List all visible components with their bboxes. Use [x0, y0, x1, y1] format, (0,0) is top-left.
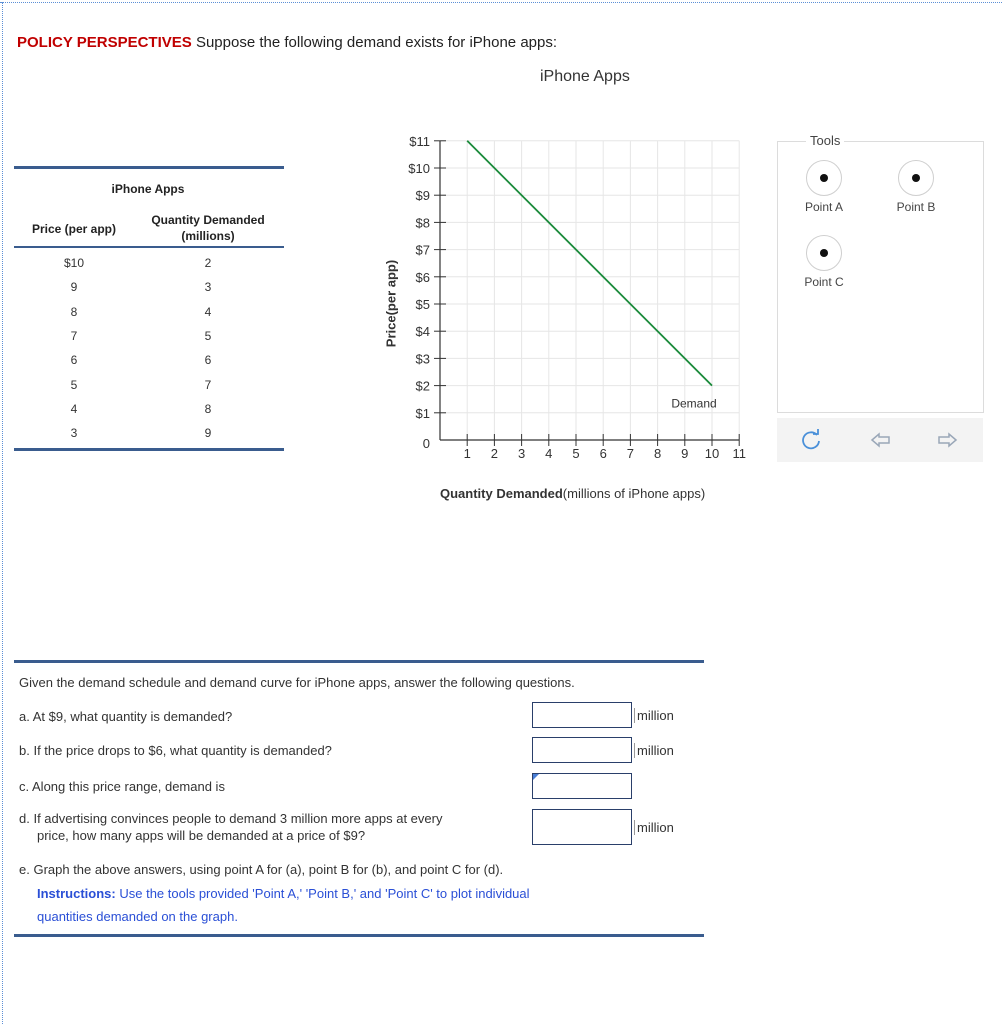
tool-point-a-label: Point A: [804, 200, 844, 214]
x-tick-label: 7: [626, 446, 635, 461]
table-cell-qty: 7: [204, 377, 212, 392]
table-header-qty-unit: (millions): [181, 229, 235, 243]
table-title: iPhone Apps: [111, 182, 185, 196]
table-top-rule: [14, 166, 284, 169]
point-b-icon[interactable]: [898, 160, 934, 196]
table-cell-price: 4: [70, 401, 78, 416]
table-cell-price: 6: [70, 353, 78, 368]
table-cell-qty: 5: [204, 328, 212, 343]
intro-text: [17, 34, 557, 51]
frame-border-top: [0, 2, 1002, 3]
questions-bottom-rule: [14, 934, 704, 937]
y-tick-label: $6: [415, 269, 430, 285]
question-e: e. Graph the above answers, using point A for (a), point B for (b), and point C for (d).: [19, 862, 504, 877]
y-axis-label: Price(per app): [383, 259, 399, 348]
table-cell-price: 8: [70, 304, 78, 319]
tool-point-b-label: Point B: [896, 200, 936, 214]
table-header-qty: Quantity Demanded: [151, 213, 265, 227]
table-cell-qty: 8: [204, 401, 212, 416]
x-tick-label: 4: [545, 446, 553, 461]
y-tick-label: $9: [415, 188, 430, 204]
tools-title: Tools: [806, 133, 844, 148]
answer-d-input[interactable]: [532, 809, 632, 845]
tool-point-a[interactable]: [784, 160, 864, 214]
demand-label: Demand: [671, 396, 717, 411]
x-axis-label-bold: Quantity Demanded: [440, 486, 563, 501]
instructions-line1: [37, 886, 530, 901]
table-cell-price: 9: [70, 280, 78, 295]
table-header-price: Price (per app): [31, 222, 117, 236]
answer-d-unit: million: [634, 820, 674, 835]
y-tick-label: $10: [408, 161, 430, 176]
question-a: a. At $9, what quantity is demanded?: [19, 709, 233, 724]
frame-border-left: [2, 2, 3, 1024]
answer-c-select[interactable]: [532, 773, 632, 799]
reset-icon[interactable]: [797, 426, 825, 454]
table-cell-qty: 4: [204, 304, 212, 319]
table-bottom-rule: [14, 448, 284, 451]
instructions-line2: quantities demanded on the graph.: [37, 909, 238, 924]
table-cell-price: 7: [70, 328, 78, 343]
question-c: c. Along this price range, demand is: [19, 779, 225, 794]
answer-b-input[interactable]: [532, 737, 632, 763]
question-d-line2: price, how many apps will be demanded at a price of $9?: [37, 828, 366, 843]
y-tick-label: $4: [415, 324, 430, 340]
intro-highlight: POLICY PERSPECTIVES: [17, 34, 192, 51]
x-tick-label: 5: [572, 446, 580, 461]
answer-a-input[interactable]: [532, 702, 632, 728]
graph-toolbar: [777, 418, 983, 462]
table-header-rule: [14, 246, 284, 248]
question-d-line1: d. If advertising convinces people to demand 3 million more apps at every: [19, 811, 443, 826]
x-tick-label: 11: [732, 446, 746, 461]
y-tick-label: $2: [415, 378, 430, 394]
undo-icon[interactable]: [867, 426, 895, 454]
tool-point-c[interactable]: [784, 235, 864, 289]
point-a-icon[interactable]: [806, 160, 842, 196]
answer-a-unit: million: [634, 708, 674, 723]
x-tick-label: 2: [490, 446, 499, 461]
y-tick-label: $1: [415, 405, 430, 421]
table-cell-qty: 3: [204, 280, 212, 295]
y-tick-label: $7: [415, 242, 430, 258]
x-tick-label: 10: [704, 446, 720, 461]
chart-title: iPhone Apps: [540, 68, 630, 85]
x-tick-label: 3: [517, 446, 526, 461]
instructions-label: Instructions:: [37, 886, 116, 901]
y-tick-label: $11: [409, 133, 430, 149]
x-tick-label: 8: [653, 446, 662, 461]
tool-point-c-label: Point C: [804, 275, 844, 289]
x-axis-label-rest: (millions of iPhone apps): [562, 486, 706, 501]
x-tick-label: 1: [463, 446, 471, 461]
answer-b-unit: million: [634, 743, 674, 758]
redo-icon[interactable]: [933, 426, 961, 454]
x-tick-label: 9: [681, 446, 689, 461]
table-cell-qty: 9: [204, 426, 212, 441]
table-cell-qty: 2: [204, 256, 212, 270]
table-cell-price: $10: [63, 256, 85, 270]
point-c-icon[interactable]: [806, 235, 842, 271]
demand-curve: [467, 141, 712, 386]
y-tick-label: $8: [415, 215, 430, 231]
questions-intro: Given the demand schedule and demand curve for iPhone apps, answer the following questions.: [19, 675, 575, 690]
x-tick-label: 6: [599, 446, 607, 461]
y-tick-label: $5: [415, 297, 430, 312]
tool-point-b[interactable]: [876, 160, 956, 214]
table-cell-price: 5: [70, 377, 78, 392]
table-cell-qty: 6: [204, 353, 212, 368]
question-b: b. If the price drops to $6, what quantity is demanded?: [19, 743, 332, 758]
intro-body: Suppose the following demand exists for iPhone apps:: [191, 34, 558, 51]
origin-label: 0: [422, 436, 430, 451]
y-tick-label: $3: [415, 351, 430, 367]
x-axis-label: [440, 486, 705, 501]
instructions-text: Use the tools provided 'Point A,' 'Point B,' and 'Point C' to plot individual: [115, 886, 530, 901]
questions-top-rule: [14, 660, 704, 663]
demand-chart[interactable]: [360, 120, 760, 470]
table-cell-price: 3: [70, 426, 78, 441]
